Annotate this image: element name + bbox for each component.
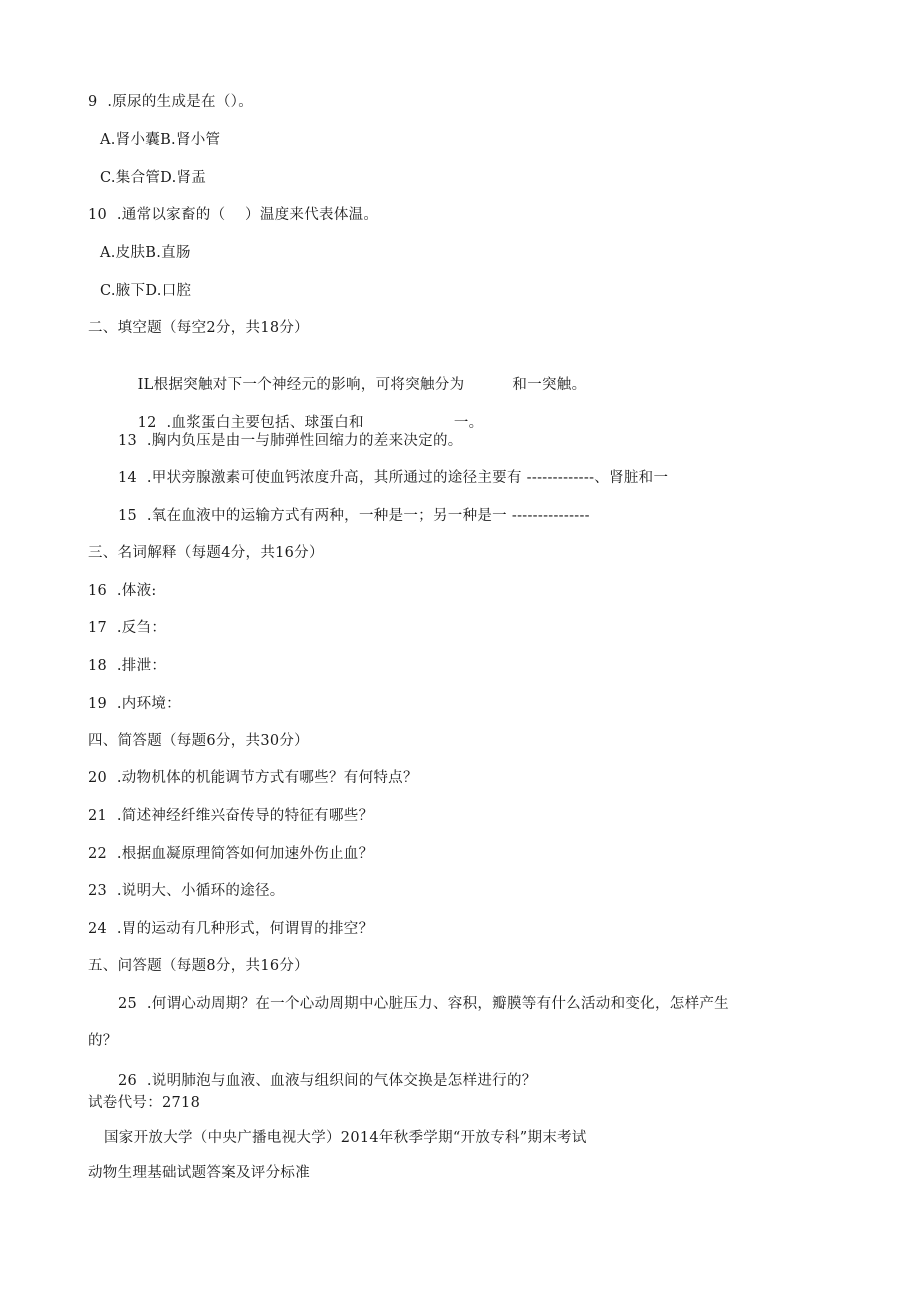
question-10-options-cd: C.腋下D.口腔	[100, 283, 192, 299]
question-23: 23 .说明大、小循环的途径。	[88, 883, 285, 899]
question-21: 21 .简述神经纤维兴奋传导的特征有哪些？	[88, 808, 374, 824]
question-19: 19 .内环境：	[88, 696, 181, 712]
exam-title: 国家开放大学（中央广播电视大学）2014年秋季学期“开放专科”期末考试	[104, 1130, 587, 1146]
question-9-options-cd: C.集合管D.肾盂	[100, 170, 207, 186]
answer-key-title: 动物生理基础试题答案及评分标准	[88, 1165, 310, 1181]
question-11-part-b: 和一突触。	[512, 377, 587, 393]
question-18: 18 .排泄：	[88, 658, 167, 674]
question-12-part-a: 12 .血浆蛋白主要包括、球蛋白和	[137, 415, 364, 431]
section-3-heading: 三、名词解释（每题4分，共16分）	[88, 545, 324, 561]
question-11-part-a: IL根据突触对下一个神经元的影响，可将突触分为	[137, 377, 465, 393]
question-12-part-b: 一。	[453, 415, 484, 431]
question-16: 16 .体液:	[88, 583, 157, 599]
question-9: 9 .原尿的生成是在（）。	[88, 94, 254, 110]
question-25-continuation: 的？	[88, 1033, 118, 1049]
question-26: 26 .说明肺泡与血液、血液与组织间的气体交换是怎样进行的？	[118, 1073, 537, 1089]
question-13: 13 .胸内负压是由一与肺弹性回缩力的差来决定的。	[118, 433, 463, 449]
question-9-options-ab: A.肾小囊B.肾小管	[100, 132, 221, 148]
question-15: 15 .氧在血液中的运输方式有两种，一种是一；另一种是一 ---------------	[118, 508, 590, 524]
paper-code: 试卷代号：2718	[88, 1095, 201, 1111]
question-10-options-ab: A.皮肤B.直肠	[100, 245, 191, 261]
question-10: 10 .通常以家畜的（ ）温度来代表体温。	[88, 207, 379, 223]
question-20: 20 .动物机体的机能调节方式有哪些？有何特点？	[88, 770, 418, 786]
section-2-heading: 二、填空题（每空2分，共18分）	[88, 320, 309, 336]
question-17: 17 .反刍：	[88, 620, 167, 636]
section-5-heading: 五、问答题（每题8分，共16分）	[88, 958, 309, 974]
question-22: 22 .根据血凝原理简答如何加速外伤止血？	[88, 846, 374, 862]
question-24: 24 .胃的运动有几种形式，何谓胃的排空？	[88, 921, 374, 937]
question-25: 25 .何谓心动周期？在一个心动周期中心脏压力、容积，瓣膜等有什么活动和变化，怎样产生	[118, 996, 729, 1012]
question-14: 14 .甲状旁腺激素可使血钙浓度升高，其所通过的途径主要有 -------------、肾脏和一	[118, 470, 669, 486]
section-4-heading: 四、简答题（每题6分，共30分）	[88, 733, 309, 749]
